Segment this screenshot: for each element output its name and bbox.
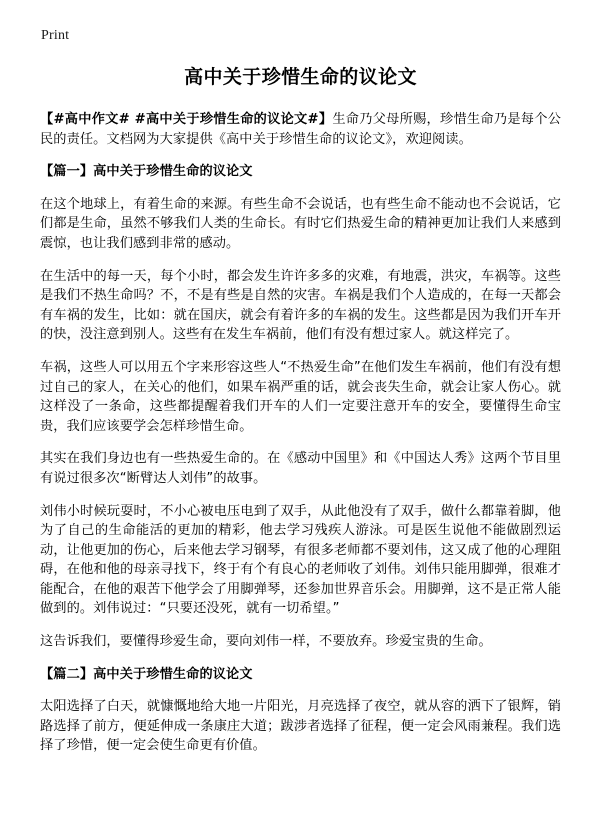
section-1-paragraph-6: 这告诉我们，要懂得珍爱生命，要向刘伟一样，不要放弃。珍爱宝贵的生命。 [40, 634, 492, 650]
document-body [40, 64, 561, 769]
lead-text: 生命乃父母所赐，珍惜生命乃是每个公民的责任。文档网为大家提供《高中关于珍惜生命的议论文》，欢迎阅读。 [40, 112, 561, 147]
section-heading-2: 【篇二】高中关于珍惜生命的议论文 [40, 666, 253, 682]
section-2-paragraph-1: 太阳选择了白天，就慷慨地给大地一片阳光，月亮选择了夜空，就从容的洒下了银辉，销路选择了前方，便延伸成一条康庄大道；跋涉者选择了征程，便一定会风雨兼程。我们选择了珍惜，便一定会使生命更有价值。 [40, 699, 561, 754]
section-1-paragraph-1: 在这个地球上，有着生命的来源。有些生命不会说话，也有些生命不能动也不会说话，它们都是生命，虽然不够我们人类的生命长。有时它们热爱生命的精神更加让我们人来感到震惊，也让我们感到非常的感动。 [40, 196, 561, 251]
print-button[interactable]: Print [41, 28, 70, 43]
section-1-paragraph-4: 其实在我们身边也有一些热爱生命的。在《感动中国里》和《中国达人秀》这两个节目里有说过很多次“断臂达人刘伟”的故事。 [40, 451, 561, 486]
page-title: 高中关于珍惜生命的议论文 [184, 66, 417, 88]
section-heading-1: 【篇一】高中关于珍惜生命的议论文 [40, 164, 253, 180]
section-1-paragraph-2: 在生活中的每一天，每个小时，都会发生许许多多的灾难，有地震，洪灾，车祸等。这些是我们不热生命吗？不，不是有些是自然的灾害。车祸是我们个人造成的，在每一天都会有车祸的发生，比如：就在国庆，就会有着许多的车祸的发生。这些都是因为我们开车开的快，没注意到别人。这些有在发生车祸前，他们有没有想过家人。就这样完了。 [40, 268, 561, 343]
lead-tags: 【#高中作文# #高中关于珍惜生命的议论文#】 [40, 112, 333, 127]
section-1-paragraph-5: 刘伟小时候玩耍时，不小心被电压电到了双手，从此他没有了双手，做什么都靠着脚，他为了自己的生命能活的更加的精彩，他去学习残疾人游泳。可是医生说他不能做剧烈运动，让他更加的伤心，后来他去学习钢琴，有很多老师都不要刘伟，这又成了他的心理阻碍，在他和他的母亲寻找下，终于有个有良心的老师收了刘伟。刘伟只能用脚弹，很难才能配合，在他的艰苦下他学会了用脚弹琴，还参加世界音乐会。用脚弹，这不是正常人能做到的。刘伟说过：“只要还没死，就有一切希望。” [40, 503, 561, 617]
lead-paragraph [40, 110, 561, 149]
section-1-paragraph-3: 车祸，这些人可以用五个字来形容这些人“不热爱生命”在他们发生车祸前，他们有没有想过自己的家人，在关心的他们，如果车祸严重的话，就会丧失生命，就会让家人伤心。就这样没了一条命，这些都提醒着我们开车的人们一定要注意开车的安全，要懂得生命宝贵，我们应该要学会怎样珍惜生命。 [40, 359, 561, 434]
